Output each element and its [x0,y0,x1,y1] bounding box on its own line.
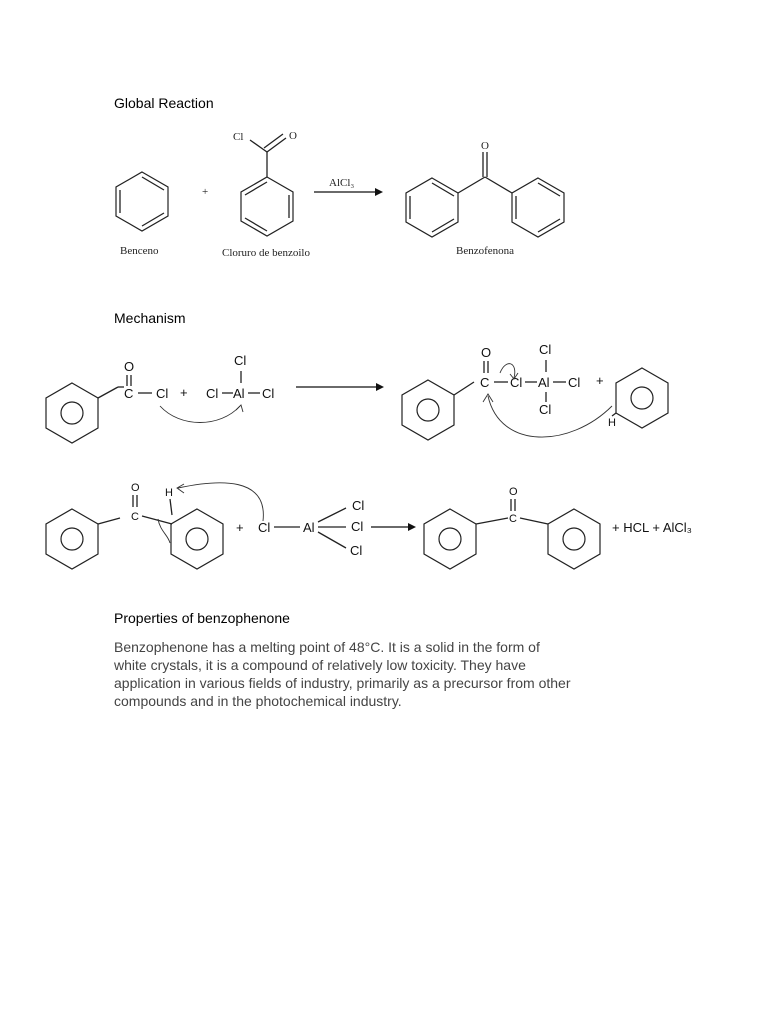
acylium-complex [402,380,474,440]
step2-h-label: H [165,487,173,499]
step2-cl-top: Cl [352,498,365,513]
step2-al: Al [303,520,315,535]
step1-product-al: Al [538,375,550,390]
step1-product-c: C [480,375,490,390]
acyl-cl-label: Cl [233,131,244,143]
step1-cl-label: Cl [156,386,169,401]
step2-plus: + [236,520,244,535]
step2-o-label: O [131,482,140,494]
catalyst-label: AlCl₃ [329,177,355,189]
mechanism-heading: Mechanism [114,310,186,326]
intermediate-left-ring [46,509,120,569]
benzofenona-label: Benzofenona [456,245,515,257]
mechanism-step1 [0,340,768,460]
product-o-label: O [481,140,489,152]
step1-benzene-h: H [608,417,616,429]
intermediate-right-ring [171,509,223,569]
step1-alcl3-right: Cl [262,386,275,401]
step1-product-top-cl: Cl [539,342,552,357]
step1-c-label: C [124,386,134,401]
step2-c-label: C [131,511,139,523]
step2-cl-mid: Cl [351,519,364,534]
benzene-structure [116,172,168,231]
step1-plus2: + [596,373,604,388]
step2-byproducts: + HCL + AlCl₃ [612,520,692,535]
benzophenone-structure [406,152,564,237]
benceno-label: Benceno [120,245,159,257]
reaction-arrow-head [375,188,383,196]
benzoyl-chloride-structure [241,134,293,236]
step1-alcl3-top: Cl [234,353,247,368]
step1-product-cl: Cl [510,375,523,390]
step2-product-o: O [509,486,518,498]
global-reaction-heading: Global Reaction [114,95,214,111]
benzoyl-ring [46,383,124,443]
properties-heading: Properties of benzophenone [114,610,290,626]
step1-product-bottom-cl: Cl [539,402,552,417]
benzoyl-chloride-label: Cloruro de benzoilo [222,247,310,259]
properties-paragraph: Benzophenone has a melting point of 48°C. It is a solid in the form of white crystals, it is a compound of relatively low toxicity. They have application in various fields of industry, primarily as a precursor from other compounds and in the photochemical industry. [114,639,571,709]
attacking-benzene [612,368,668,428]
step1-plus: + [180,385,188,400]
plus-sign: + [202,186,209,198]
step1-product-o: O [481,345,492,360]
step1-alcl3-left: Cl [206,386,219,401]
acyl-o-label: O [289,130,297,142]
step1-o-label: O [124,359,135,374]
mechanism-step2 [0,475,768,575]
step2-cl-bottom: Cl [350,543,363,558]
step1-alcl3-al: Al [233,386,245,401]
step1-product-right-cl: Cl [568,375,581,390]
step2-product-c: C [509,513,517,525]
step2-cl-left: Cl [258,520,271,535]
